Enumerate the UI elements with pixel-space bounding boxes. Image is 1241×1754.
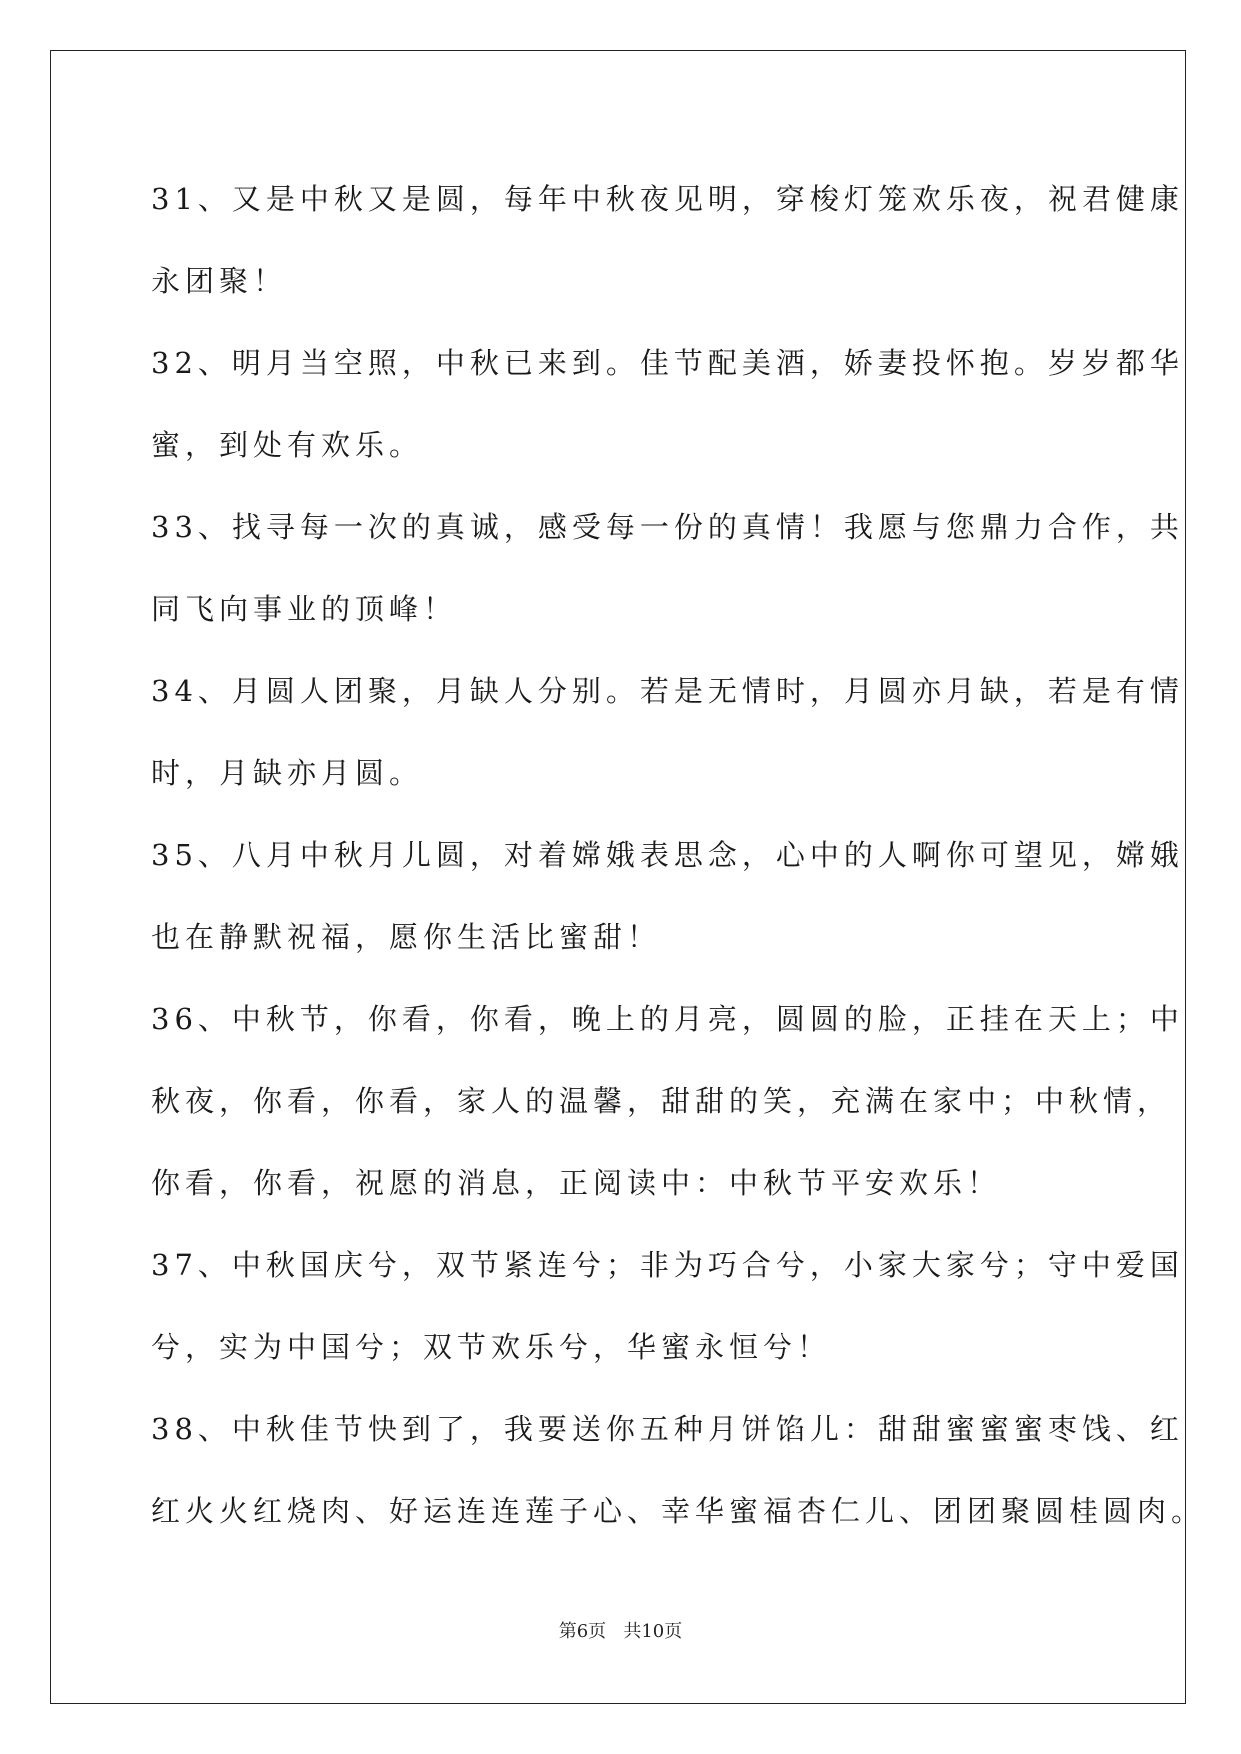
text-line: 也在静默祝福，愿你生活比蜜甜！ [151,920,662,954]
blessing-paragraph-31 [151,158,1184,322]
text-line: 36、中秋节，你看，你看，晚上的月亮，圆圆的脸，正挂在天上；中 [151,1002,1184,1036]
text-line: 蜜，到处有欢乐。 [151,428,424,462]
text-line: 31、又是中秋又是圆，每年中秋夜见明，穿梭灯笼欢乐夜，祝君健康 [151,182,1184,216]
blessing-paragraph-36 [151,978,1184,1224]
text-line: 32、明月当空照，中秋已来到。佳节配美酒，娇妻投怀抱。岁岁都华 [151,346,1184,380]
page-number: 第6页 [558,1621,607,1642]
text-line: 永团聚！ [151,264,288,298]
text-line: 38、中秋佳节快到了，我要送你五种月饼馅儿：甜甜蜜蜜蜜枣饯、红 [151,1412,1184,1446]
text-line: 红火火红烧肉、好运连连莲子心、幸华蜜福杏仁儿、团团聚圆桂圆肉。 [151,1494,1206,1528]
text-line: 34、月圆人团聚，月缺人分别。若是无情时，月圆亦月缺，若是有情 [151,674,1184,708]
page-footer [0,1617,1241,1643]
blessing-paragraph-34 [151,650,1184,814]
blessing-paragraph-37 [151,1224,1184,1388]
text-line: 秋夜，你看，你看，家人的温馨，甜甜的笑，充满在家中；中秋情， [151,1084,1172,1118]
blessing-paragraph-32 [151,322,1184,486]
text-line: 37、中秋国庆兮，双节紧连兮；非为巧合兮，小家大家兮；守中爱国 [151,1248,1184,1282]
total-pages: 共10页 [623,1621,683,1642]
text-line: 33、找寻每一次的真诚，感受每一份的真情！我愿与您鼎力合作，共 [151,510,1184,544]
text-line: 你看，你看，祝愿的消息，正阅读中：中秋节平安欢乐！ [151,1166,1002,1200]
blessing-paragraph-35 [151,814,1184,978]
text-line: 时，月缺亦月圆。 [151,756,424,790]
text-line: 同飞向事业的顶峰！ [151,592,458,626]
text-line: 35、八月中秋月儿圆，对着嫦娥表思念，心中的人啊你可望见，嫦娥 [151,838,1184,872]
blessing-paragraph-38 [151,1388,1206,1552]
text-line: 兮，实为中国兮；双节欢乐兮，华蜜永恒兮！ [151,1330,832,1364]
document-body [151,158,1206,1552]
blessing-paragraph-33 [151,486,1184,650]
